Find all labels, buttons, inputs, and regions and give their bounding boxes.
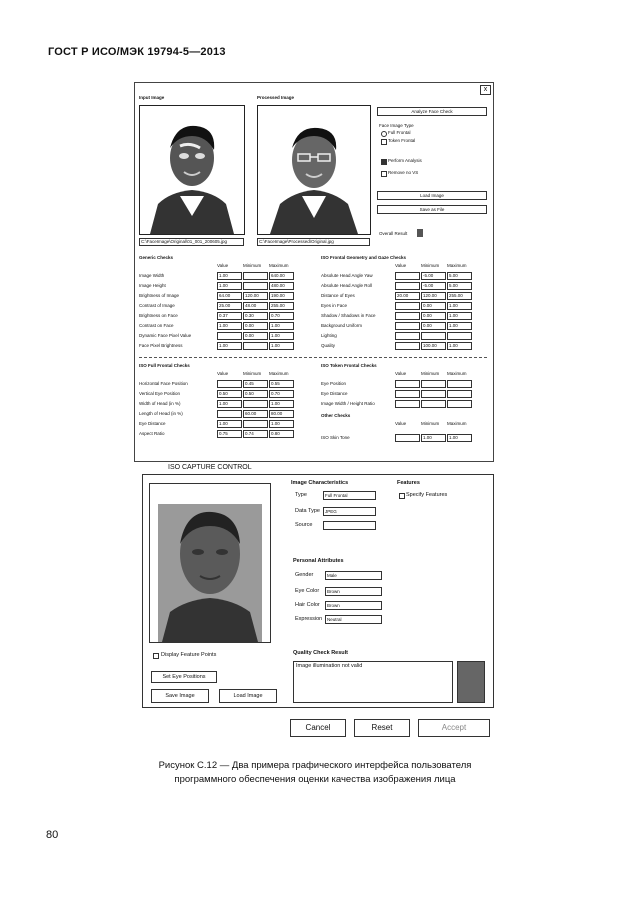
frontal-row-value[interactable]: [395, 342, 420, 350]
other-checks-title: Other Checks: [321, 413, 351, 418]
source-label: Source: [295, 522, 313, 528]
processed-image-title: Processed Image: [257, 95, 295, 100]
generic-row-label: Brightness on Face: [139, 313, 178, 318]
caption-line-1: Рисунок С.12 — Два примера графического интерфейса пользователя: [158, 760, 472, 771]
generic-row-min[interactable]: [243, 272, 268, 280]
generic-row-min[interactable]: [243, 282, 268, 290]
face-check-dialog: [134, 82, 494, 462]
generic-row-max[interactable]: 1.00: [269, 322, 294, 330]
token-row-min[interactable]: [421, 380, 446, 388]
iso-row-value[interactable]: [217, 380, 242, 388]
token-row-label: Eye Distance: [321, 391, 348, 396]
iso-row-label: Horizontal Face Position: [139, 381, 188, 386]
generic-row-value[interactable]: 64.00: [217, 292, 242, 300]
skin-tone-value[interactable]: [395, 434, 420, 442]
accept-button[interactable]: Accept: [418, 719, 490, 737]
frontal-row-label: Shadow / Shadows in Face: [321, 313, 376, 318]
frontal-row-value[interactable]: [395, 332, 420, 340]
iso-row-max[interactable]: 0.70: [269, 390, 294, 398]
frontal-row-min[interactable]: 0.00: [421, 312, 446, 320]
frontal-row-max[interactable]: 255.00: [447, 292, 472, 300]
save-file-button[interactable]: Save as File: [377, 205, 487, 214]
frontal-row-value[interactable]: [395, 282, 420, 290]
token-col-max: Maximum: [447, 371, 467, 376]
other-col-max: Maximum: [447, 421, 467, 426]
iso-row-max[interactable]: 80.00: [269, 410, 294, 418]
frontal-row-label: Background Uniform: [321, 323, 363, 328]
skin-tone-max[interactable]: 1.00: [447, 434, 472, 442]
skin-tone-min[interactable]: 1.00: [421, 434, 446, 442]
iso-row-label: Aspect Ratio: [139, 431, 165, 436]
input-file-path[interactable]: C:\FaceImage\Original\01_001_200605.jpg: [139, 238, 244, 246]
generic-row-max[interactable]: 640.00: [269, 272, 294, 280]
iso-col-max: Maximum: [269, 371, 289, 376]
portrait-processed: [258, 106, 370, 234]
generic-row-max[interactable]: 0.70: [269, 312, 294, 320]
frontal-row-label: Quality: [321, 343, 336, 348]
token-checks-title: ISO Token Frontal Checks: [321, 363, 377, 368]
caption-line-2: программного обеспечения оценки качества изображения лица: [174, 774, 456, 785]
iso-row-min[interactable]: 0.45: [243, 380, 268, 388]
data-type-label: Data Type: [295, 508, 320, 514]
generic-row-max[interactable]: 190.00: [269, 292, 294, 300]
frontal-row-label: Absolute Head Angle Roll: [321, 283, 373, 288]
token-col-min: Minimum: [421, 371, 440, 376]
iso-row-value[interactable]: 0.75: [217, 430, 242, 438]
generic-row-value[interactable]: 1.00: [217, 322, 242, 330]
frontal-row-value[interactable]: [395, 312, 420, 320]
quality-result-text: Image illumination not valid: [296, 663, 363, 669]
quality-result-box: [293, 661, 453, 703]
capture-control-dialog: [142, 474, 494, 708]
gender-select[interactable]: Male: [325, 571, 382, 580]
iso-row-max[interactable]: 1.00: [269, 420, 294, 428]
token-row-min[interactable]: [421, 400, 446, 408]
frontal-col-value: Value: [395, 263, 407, 268]
iso-row-value[interactable]: [217, 410, 242, 418]
personal-attributes-title: Personal Attributes: [293, 558, 344, 564]
token-row-min[interactable]: [421, 390, 446, 398]
capture-control-title: ISO CAPTURE CONTROL: [168, 464, 252, 471]
iso-row-label: Vertical Eye Position: [139, 391, 181, 396]
remove-label: Remove no VS: [388, 170, 419, 175]
token-row-label: Eye Position: [321, 381, 347, 386]
overall-result-label: Overall Result: [379, 231, 408, 236]
generic-row-min[interactable]: 0.30: [243, 312, 268, 320]
generic-row-value[interactable]: 25.00: [217, 302, 242, 310]
iso-row-label: Length of Head (in %): [139, 411, 183, 416]
frontal-row-value[interactable]: [395, 272, 420, 280]
frontal-row-max[interactable]: 5.00: [447, 272, 472, 280]
iso-row-min[interactable]: 0.74: [243, 430, 268, 438]
frontal-row-min[interactable]: -5.00: [421, 272, 446, 280]
portrait-input: [140, 106, 244, 234]
generic-row-min[interactable]: [243, 342, 268, 350]
generic-col-max: Maximum: [269, 263, 289, 268]
generic-row-value[interactable]: 1.00: [217, 272, 242, 280]
iso-row-min[interactable]: 0.50: [243, 390, 268, 398]
frontal-row-max[interactable]: 1.00: [447, 342, 472, 350]
token-row-max[interactable]: [447, 390, 472, 398]
frontal-row-label: Absolute Head Angle Yaw: [321, 273, 373, 278]
iso-row-label: Width of Head (in %): [139, 401, 181, 406]
frontal-col-max: Maximum: [447, 263, 467, 268]
generic-row-label: Brightness of Image: [139, 293, 180, 298]
token-row-value[interactable]: [395, 400, 420, 408]
iso-row-max[interactable]: 0.55: [269, 380, 294, 388]
frontal-col-min: Minimum: [421, 263, 440, 268]
frontal-row-max[interactable]: 5.00: [447, 282, 472, 290]
frontal-row-max[interactable]: [447, 332, 472, 340]
token-frontal-label: Token Frontal: [388, 138, 416, 143]
generic-row-label: Image Height: [139, 283, 166, 288]
generic-checks-title: Generic Checks: [139, 255, 174, 260]
perform-analysis-checkbox[interactable]: [381, 159, 387, 165]
close-icon[interactable]: x: [480, 85, 491, 95]
iso-row-label: Eye Distance: [139, 421, 166, 426]
expression-select[interactable]: Neutral: [325, 615, 382, 624]
frontal-row-min[interactable]: 120.00: [421, 292, 446, 300]
token-row-max[interactable]: [447, 400, 472, 408]
hair-color-select[interactable]: Brown: [325, 601, 382, 610]
document-header: ГОСТ Р ИСО/МЭК 19794-5—2013: [48, 46, 226, 58]
frontal-row-min[interactable]: [421, 332, 446, 340]
remove-checkbox[interactable]: [381, 171, 387, 177]
save-image-button[interactable]: Save Image: [151, 689, 209, 703]
generic-row-value[interactable]: 0.37: [217, 312, 242, 320]
generic-row-label: Contrast on Face: [139, 323, 174, 328]
portrait-capture: [150, 484, 270, 642]
quality-result-title: Quality Check Result: [293, 650, 349, 656]
load-image-button-2[interactable]: Load Image: [219, 689, 277, 703]
generic-row-max[interactable]: 255.00: [269, 302, 294, 310]
generic-row-label: Image Width: [139, 273, 165, 278]
source-select[interactable]: [323, 521, 376, 530]
generic-row-value[interactable]: 1.00: [217, 342, 242, 350]
generic-row-label: Face Pixel Brightness: [139, 343, 183, 348]
image-type-label: Face Image Type: [379, 123, 414, 128]
display-points-checkbox[interactable]: [153, 653, 159, 659]
input-photo: [139, 105, 245, 235]
gender-label: Gender: [295, 572, 314, 578]
generic-row-min[interactable]: 48.00: [243, 302, 268, 310]
iso-row-min[interactable]: [243, 420, 268, 428]
generic-col-min: Minimum: [243, 263, 262, 268]
generic-col-value: Value: [217, 263, 229, 268]
iso-row-min[interactable]: [243, 400, 268, 408]
other-col-value: Value: [395, 421, 407, 426]
generic-row-value[interactable]: 1.00: [217, 282, 242, 290]
eye-color-label: Eye Color: [295, 588, 320, 594]
skin-tone-label: ISO Skin Tone: [321, 435, 350, 440]
specify-features-label: Specify Features: [406, 492, 448, 498]
page-number: 80: [46, 829, 59, 841]
generic-row-min[interactable]: 120.00: [243, 292, 268, 300]
figure-caption: [80, 759, 550, 787]
image-characteristics-title: Image Characteristics: [291, 480, 349, 486]
frontal-row-min[interactable]: 0.00: [421, 302, 446, 310]
processed-photo: [257, 105, 371, 235]
iso-row-max[interactable]: 1.00: [269, 400, 294, 408]
iso-row-min[interactable]: 60.00: [243, 410, 268, 418]
frontal-row-max[interactable]: 1.00: [447, 322, 472, 330]
generic-row-max[interactable]: 480.00: [269, 282, 294, 290]
frontal-row-value[interactable]: 20.00: [395, 292, 420, 300]
type-select[interactable]: Full Frontal: [323, 491, 376, 500]
iso-row-max[interactable]: 0.80: [269, 430, 294, 438]
set-eye-positions-button[interactable]: Set Eye Positions: [151, 671, 217, 683]
reset-button[interactable]: Reset: [354, 719, 410, 737]
other-col-min: Minimum: [421, 421, 440, 426]
iso-col-value: Value: [217, 371, 229, 376]
frontal-row-label: Eyes in Face: [321, 303, 348, 308]
iso-col-min: Minimum: [243, 371, 262, 376]
token-frontal-radio[interactable]: [381, 139, 387, 145]
input-image-title: Input Image: [139, 95, 165, 100]
token-row-value[interactable]: [395, 390, 420, 398]
token-col-value: Value: [395, 371, 407, 376]
generic-row-max[interactable]: 1.00: [269, 332, 294, 340]
iso-frontal-title: ISO Full Frontal Checks: [139, 363, 190, 368]
hair-color-label: Hair Color: [295, 602, 320, 608]
frontal-checks-title: ISO Frontal Geometry and Gaze Checks: [321, 255, 407, 260]
full-frontal-label: Full Frontal: [388, 130, 411, 135]
frontal-row-label: Distance of Eyes: [321, 293, 355, 298]
generic-row-max[interactable]: 1.00: [269, 342, 294, 350]
frontal-row-min[interactable]: 100.00: [421, 342, 446, 350]
expression-label: Expression: [295, 616, 323, 622]
frontal-row-max[interactable]: 1.00: [447, 302, 472, 310]
frontal-row-max[interactable]: 1.00: [447, 312, 472, 320]
processed-file-path[interactable]: C:\FaceImage\Processed\Original.jpg: [257, 238, 370, 246]
eye-color-select[interactable]: Brown: [325, 587, 382, 596]
features-title: Features: [397, 480, 420, 486]
generic-row-min[interactable]: 0.00: [243, 322, 268, 330]
frontal-row-label: Lighting: [321, 333, 337, 338]
quality-indicator: [457, 661, 485, 703]
iso-row-value[interactable]: 0.50: [217, 390, 242, 398]
generic-row-min[interactable]: 0.00: [243, 332, 268, 340]
generic-row-value[interactable]: [217, 332, 242, 340]
generic-row-label: Dynamic Face Pixel Value: [139, 333, 192, 338]
overall-result-indicator: [417, 229, 423, 237]
frontal-row-value[interactable]: [395, 322, 420, 330]
frontal-row-min[interactable]: 0.00: [421, 322, 446, 330]
full-frontal-radio[interactable]: [381, 131, 387, 137]
cancel-button[interactable]: Cancel: [290, 719, 346, 737]
perform-analysis-label: Perform Analysis: [388, 158, 422, 163]
data-type-select[interactable]: JPEG: [323, 507, 376, 516]
token-row-max[interactable]: [447, 380, 472, 388]
display-points-label: Display Feature Points: [161, 652, 217, 658]
frontal-row-value[interactable]: [395, 302, 420, 310]
token-row-value[interactable]: [395, 380, 420, 388]
load-image-button[interactable]: Load Image: [377, 191, 487, 200]
capture-photo-frame: [149, 483, 271, 643]
token-row-label: Image Width / Height Ratio: [321, 401, 375, 406]
frontal-row-min[interactable]: -5.00: [421, 282, 446, 290]
divider: [139, 357, 487, 358]
generic-row-label: Contrast of Image: [139, 303, 175, 308]
iso-row-value[interactable]: 1.00: [217, 400, 242, 408]
specify-features-checkbox[interactable]: [399, 493, 405, 499]
type-label: Type: [295, 492, 307, 498]
iso-row-value[interactable]: 1.00: [217, 420, 242, 428]
analyze-button[interactable]: Analyze Face Check: [377, 107, 487, 116]
